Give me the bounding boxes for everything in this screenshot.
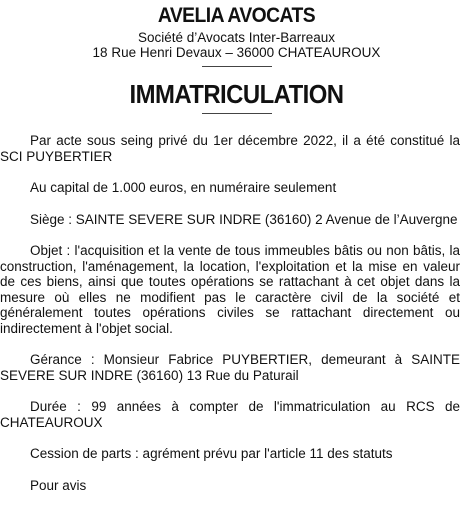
paragraph-gerance: Gérance : Monsieur Fabrice PUYBERTIER, demeurant à SAINTE SEVERE SUR INDRE (36160) 13 Rue du Paturail [0,352,460,383]
notice-body [0,133,460,509]
paragraph-capital: Au capital de 1.000 euros, en numéraire seulement [30,180,337,195]
paragraph-siege: Siège : SAINTE SEVERE SUR INDRE (36160) 2 Avenue de l’Auvergne [30,211,458,227]
firm-subtitle: Société d’Avocats Inter-Barreaux [137,30,336,45]
paragraph-pour-avis: Pour avis [30,477,87,493]
firm-name: AVELIA AVOCATS [157,4,316,27]
divider [202,66,272,67]
divider [202,113,272,114]
paragraph-duree: Durée : 99 années à compter de l'immatriculation au RCS de CHATEAUROUX [0,399,460,430]
paragraph-cession: Cession de parts : agrément prévu par l'article 11 des statuts [30,446,393,461]
paragraph-objet: Objet : l'acquisition et la vente de tous immeubles bâtis ou non bâtis, la construction, l'aménagement, la location, l'exploitation et la mise en valeur de ces biens, ainsi que toutes opérations se rattachant à cet objet dans la mesure où elles ne modifient pas le caractère civil de la société et généralement toutes opérations civiles se rattachant directement ou indirectement à l'objet social. [0,243,460,336]
firm-address: 18 Rue Henri Devaux – 36000 CHATEAUROUX [92,45,381,60]
paragraph-constitution: Par acte sous seing privé du 1er décembre 2022, il a été constitué la SCI PUYBERTIER [0,133,460,164]
notice-title: IMMATRICULATION [129,79,344,109]
